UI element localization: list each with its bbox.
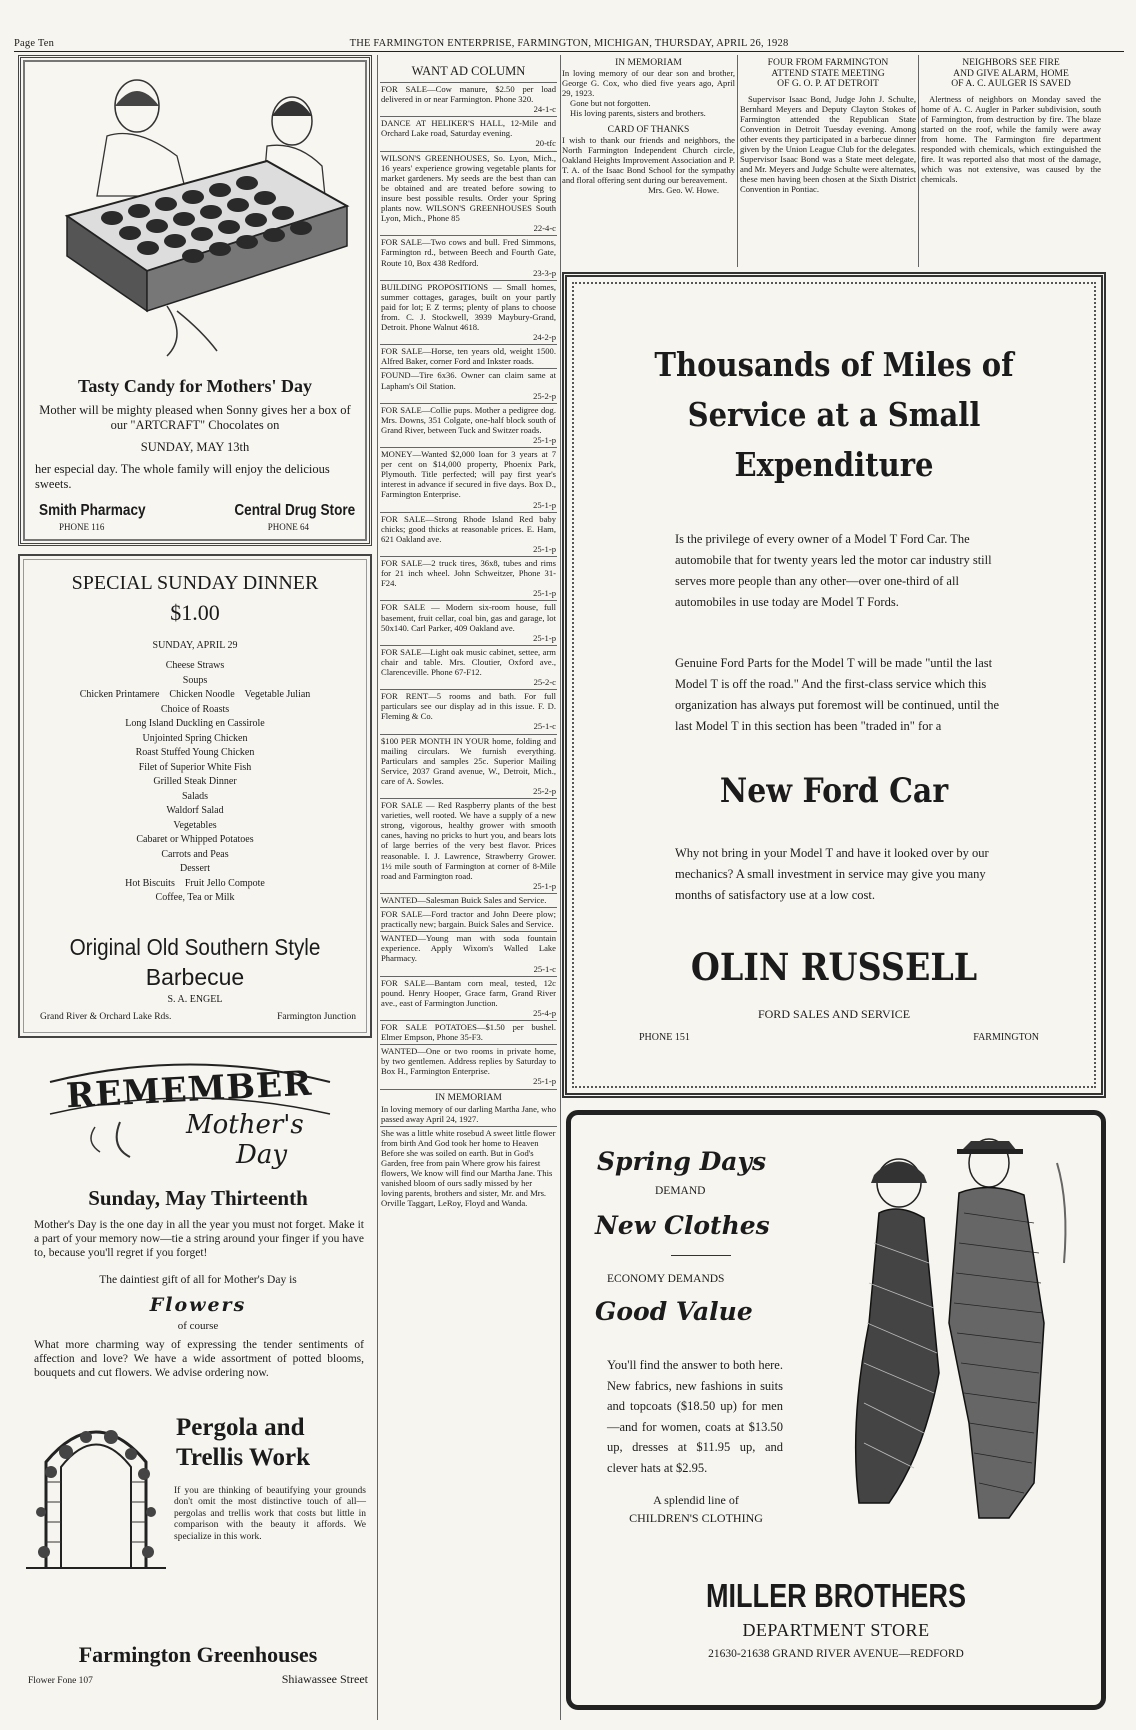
want-ad-text: FOR SALE — Red Raspberry plants of the best varieties, well rooted. We have a supply of a new strong, vigorous, healthy grower with smooth canes, having no pricks to hurt you, and bears lots of large berries of the very best flavor. Prices reasonable. I. J. Lawrence, Strawberry Grower. 1½ mile south of Farmington at corner of 8-Mile road and Farmington road. [381, 800, 556, 881]
of-course: of course [177, 1320, 219, 1332]
want-ad-item [380, 236, 557, 280]
want-ad-code: 25-1-p [533, 543, 556, 554]
miller-store-sub: DEPARTMENT STORE [742, 1620, 930, 1640]
ford-headline-2: Service at a Small [687, 395, 981, 434]
dinner-brand-2: Barbecue [145, 964, 245, 990]
clothes-divider [671, 1255, 731, 1256]
masthead-title: THE FARMINGTON ENTERPRISE, FARMINGTON, MICHIGAN, THURSDAY, APRIL 26, 1928 [349, 38, 789, 49]
column-rule-1 [377, 55, 378, 1720]
want-ad-text: $100 PER MONTH IN YOUR home, folding and mailing circulars. We furnish everything. Particulars and samples 25c. Superior Mailing Service, 2037 Grand avenue, W., Detroit, Mich., care of A. Sowles. [381, 735, 556, 786]
gop-text: Supervisor Isaac Bond, Judge John J. Schulte, Bernhard Meyers and Deputy Clayton Stokes of Farmington attended the Republican State Convention in Detroit Tuesday evening. Among other events they participated in a barbecue dinner given by the Union League Club for the delegates. Supervisor Isaac Bond was a State meet delegate, and Mr. Meyers and Judge Schulte were alternates, these men having been chosen at the Sixth District Convention in Pontiac. [740, 93, 916, 195]
thanks-title: CARD OF THANKS [607, 124, 690, 135]
clothes-body: You'll find the answer to both here. New fabrics, new fashions in suits and topcoats ($18.50 up) for men—and for women, coats at $13.50 up, dresses at $11.95 up, and clever hats at $2.95. [607, 1358, 783, 1475]
ford-paragraph-1: Is the privilege of every owner of a Model T Ford Car. The automobile that for twenty years led the motor car industry still serves more people than any other—over one-third of all automobiles in use today are Model T Fords. [675, 532, 992, 609]
candy-date: SUNDAY, MAY 13th [140, 440, 250, 454]
dinner-title: SPECIAL SUNDAY DINNER [71, 572, 319, 594]
pergola-illustration [26, 1402, 166, 1572]
ford-phone: PHONE 151 [639, 1032, 690, 1043]
want-ad-code: 25-1-p [533, 499, 556, 510]
ford-ad [562, 272, 1106, 1098]
dinner-menu-line: Unjointed Spring Chicken [142, 732, 248, 744]
candy-body-1: Mother will be mighty pleased when Sonny gives her a box of our "ARTCRAFT" Chocolates on [39, 403, 351, 432]
want-ad-item [380, 513, 557, 557]
fashion-illustration [829, 1123, 1079, 1523]
memoriam-sign: His loving parents, sisters and brothers. [570, 108, 706, 119]
dinner-menu-line: Carrots and Peas [161, 848, 229, 860]
candy-body-2: her especial day. The whole family will enjoy the delicious sweets. [35, 462, 330, 491]
candy-phone-2: PHONE 64 [267, 522, 309, 532]
dinner-menu-line: Cabaret or Whipped Potatoes [136, 834, 254, 845]
mothers-headline: Sunday, May Thirteenth [88, 1186, 308, 1210]
want-ad-code: 25-1-c [533, 721, 556, 732]
want-ad-text: WANTED—Young man with soda fountain experience. Apply Wixom's Walled Lake Pharmacy. [381, 933, 556, 964]
ford-new-car: New Ford Car [719, 771, 949, 811]
want-ad-item [380, 281, 557, 346]
want-ad-code: 23-3-p [533, 267, 556, 278]
dinner-menu-line: Waldorf Salad [166, 805, 224, 816]
want-ad-item [380, 799, 557, 894]
masthead [14, 36, 1124, 52]
pergola-headline-2: Trellis Work [176, 1444, 311, 1471]
want-ad-text: FOR SALE—Light oak music cabinet, settee, arm chair and table. Mrs. Cloutier, Oxford ave., Clarenceville. Phone 67-F12. [381, 646, 556, 677]
clothes-line-2: DEMAND [655, 1185, 706, 1197]
want-ad-text: DANCE AT HELIKER'S HALL, 12-Mile and Orchard Lake road, Saturday evening. [381, 118, 556, 139]
greenhouse-ad [26, 1046, 370, 1710]
dinner-menu-line: Filet of Superior White Fish [138, 761, 252, 773]
want-ad-code: 22-4-c [533, 223, 556, 234]
want-ad-text: WANTED—Salesman Buick Sales and Service. [381, 894, 547, 905]
memoriam-2-poem: She was a little white rosebud A sweet little flower from birth And God took her home to Heaven Before she was soiled on earth. But in God's Garden, free from pain Where grow his fairest flowers, We know will find our Martha Jane. This vanished bloom of ours sadly missed by her loving parents, brothers and sister, Mr. and Mrs. Orville Taggart, LeRoy, Floyd and Wanda. [381, 1127, 556, 1209]
want-ad-item [380, 1021, 557, 1045]
clothes-line-1: Spring Days [597, 1147, 767, 1176]
miller-store-name: MILLER BROTHERS [705, 1577, 967, 1614]
gop-headline-2: ATTEND STATE MEETING [771, 67, 885, 79]
ford-dealer-name: OLIN RUSSELL [690, 945, 978, 989]
want-ad-item [380, 117, 557, 151]
want-ad-code: 20-tfc [535, 138, 556, 149]
memoriam-text: In loving memory of our dear son and brother, George G. Cox, who died five years ago, April 29, 1923. [562, 68, 735, 99]
fire-story [921, 58, 1101, 267]
thanks-text: I wish to thank our friends and neighbors, the North Farmington Independent Church circle, Oakland Heights Improvement Association and P. T. A. of the Isaac Bond School for the sympathy and floral offering sent during our bereavement. [562, 134, 735, 186]
clothes-line-a: A splendid line of [653, 1493, 739, 1507]
want-ad-item [380, 369, 557, 403]
ford-paragraph-2: Genuine Ford Parts for the Model T will be made "until the last Model T is off the road." And the first-class service which this organization has always put foremost will be continued, until the last Model T in this section has been "traded in" for a [675, 656, 1000, 733]
want-ad-code: 24-2-p [533, 332, 556, 343]
mothers-script-2: Day [236, 1140, 288, 1170]
want-ad-column [380, 58, 557, 1720]
want-ad-item [380, 735, 557, 800]
want-ad-text: BUILDING PROPOSITIONS — Small homes, summer cottages, garages, built on your partly paid for lot; E Z terms; plenty of plans to choose from. C. J. Stockwell, 3939 Maybury-Grand, Detroit. Phone Walnut 4618. [381, 281, 556, 333]
gop-headline-3: OF G. O. P. AT DETROIT [777, 78, 879, 89]
clothes-line-b: CHILDREN'S CLOTHING [629, 1511, 763, 1525]
column-rule-4 [918, 55, 919, 267]
pergola-paragraph: If you are thinking of beautifying your grounds don't omit the most distinctive touch of all—pergolas and trellis work that costs but little in comparison with the beauty it affords. We specialize in this work. [174, 1486, 366, 1542]
dinner-menu-line: Hot Biscuits Fruit Jello Compote [125, 877, 265, 889]
want-ad-text: FOR SALE—Cow manure, $2.50 per load delivered in or near Farmington. Phone 320. [381, 84, 556, 105]
want-ad-item [380, 1045, 557, 1089]
candy-headline: Tasty Candy for Mothers' Day [77, 376, 312, 396]
greenhouse-phone: Flower Fone 107 [28, 1676, 93, 1686]
thanks-sign: Mrs. Geo. W. Howe. [648, 185, 719, 196]
ford-town: FARMINGTON [973, 1032, 1039, 1043]
candy-box-illustration [27, 66, 367, 366]
mothers-script-1: Mother's [186, 1110, 304, 1140]
column-rule-3 [737, 55, 738, 267]
dinner-menu-line: Dessert [180, 863, 210, 874]
dinner-menu-line: Roast Stuffed Young Chicken [135, 747, 255, 758]
want-ad-item [380, 557, 557, 601]
want-ad-code: 25-1-p [533, 435, 556, 445]
want-ad-item [380, 908, 557, 932]
dinner-menu-line: Salads [181, 790, 209, 802]
want-ad-code: 25-4-p [533, 1007, 556, 1018]
want-ad-text: FOR SALE POTATOES—$1.50 per bushel. Elmer Empson, Phone 35-F3. [381, 1021, 556, 1043]
want-ad-item [380, 152, 557, 237]
candy-phone-1: PHONE 116 [59, 522, 105, 532]
want-ad-item [380, 932, 557, 976]
dinner-location-right: Farmington Junction [277, 1012, 356, 1022]
want-ad-text: FOR RENT—5 rooms and bath. For full particulars see our display ad in this issue. F. D. Fleming & Co. [381, 691, 556, 722]
dinner-menu [26, 659, 364, 906]
fire-headline-1: NEIGHBORS SEE FIRE [962, 58, 1060, 68]
gop-story [740, 58, 916, 267]
ford-headline-1: Thousands of Miles of [654, 345, 1014, 384]
fire-headline-3: OF A. C. AULGER IS SAVED [951, 78, 1071, 89]
fire-headline-2: AND GIVE ALARM, HOME [953, 67, 1069, 79]
candy-ad [18, 55, 372, 546]
dinner-price: $1.00 [170, 600, 220, 625]
clothes-line-3: New Clothes [595, 1211, 770, 1240]
want-ad-title: WANT AD COLUMN [380, 58, 557, 83]
want-ad-code: 25-2-p [533, 786, 556, 796]
gop-headline-1: FOUR FROM FARMINGTON [767, 58, 889, 68]
ford-paragraph-3: Why not bring in your Model T and have it looked over by our mechanics? A small investment in service may give you many months of satisfactory use at a low cost. [675, 846, 989, 902]
want-ad-item [380, 345, 557, 369]
clothes-line-5: Good Value [595, 1297, 753, 1326]
want-ad-code: 24-1-c [533, 104, 556, 115]
dinner-menu-line: Chicken Printamere Chicken Noodle Vegetable Julian [79, 689, 311, 700]
want-ad-item [380, 977, 557, 1021]
memoriam-title: IN MEMORIAM [615, 58, 682, 68]
remember-banner-word: REMEMBER [65, 1063, 314, 1117]
dinner-date: SUNDAY, APRIL 29 [152, 640, 238, 651]
candy-store-2: Central Drug Store [234, 502, 355, 519]
dinner-menu-line: Long Island Duckling en Cassirole [125, 718, 265, 729]
want-ad-list [380, 83, 557, 1090]
want-ad-item [380, 448, 557, 513]
dinner-menu-line: Coffee, Tea or Milk [155, 892, 235, 903]
want-ad-text: FOR SALE — Modern six-room house, full basement, fruit cellar, coal bin, gas and garage, lot 50x140. Carl Parker, 409 Oakland ave. [381, 602, 556, 633]
want-ad-item [380, 646, 557, 690]
want-ad-text: WILSON'S GREENHOUSES, So. Lyon, Mich., 16 years' experience growing vegetable plants for market gardeners. My seeds are the best than can be obtained and are treated before sowing to insure best possible results. Order your Spring plants now. WILSON'S GREENHOUSES South Lyon, Mich., Phone 85 [381, 152, 556, 224]
miller-address: 21630-21638 GRAND RIVER AVENUE—REDFORD [708, 1648, 964, 1660]
candy-store-1: Smith Pharmacy [39, 502, 146, 519]
memoriam-2-title: IN MEMORIAM [435, 1092, 502, 1103]
dinner-owner: S. A. ENGEL [167, 994, 223, 1005]
ford-tagline: FORD SALES AND SERVICE [757, 1007, 911, 1021]
want-ad-item [380, 690, 557, 734]
page-number: Page Ten [14, 38, 55, 49]
mothers-paragraph-2: The daintiest gift of all for Mother's Day is [99, 1274, 297, 1286]
want-ad-code: 25-2-p [533, 390, 556, 401]
want-ad-text: FOR SALE—Two cows and bull. Fred Simmons, Farmington rd., between Beech and Fourth Gate, Route 10, Box 438 Redford. [381, 237, 556, 268]
memoriam-column [562, 58, 735, 267]
want-ad-text: FOR SALE—Bantam corn meal, tested, 12c pound. Henry Hooper, Grace farm, Grand River ave., east of Farmington Junction. [381, 977, 556, 1008]
want-ad-code: 25-2-c [533, 677, 556, 688]
dinner-menu-line: Grilled Steak Dinner [153, 776, 237, 787]
flowers-word: Flowers [149, 1294, 247, 1316]
clothes-ad [566, 1110, 1106, 1710]
memoriam-verse: Gone but not forgotten. [570, 98, 651, 109]
want-ad-code: 25-1-p [533, 880, 556, 891]
want-ad-code: 25-1-c [533, 963, 556, 974]
ford-headline-3: Expenditure [734, 445, 934, 484]
column-rule-2 [560, 55, 561, 1720]
dinner-menu-line: Choice of Roasts [160, 703, 230, 715]
want-ad-item [380, 601, 557, 645]
want-ad-item [380, 83, 557, 117]
fire-text: Alertness of neighbors on Monday saved the home of A. C. Augler in Parker subdivision, south of Farmington, from destruction by fire. The blaze started on the roof, while the family were away from home. The Farmington fire department responded with chemicals, which extinguished the fire. It was reported also that most of the damage, which was not extensive, was caused by the chemicals. [921, 93, 1101, 185]
dinner-menu-line: Soups [182, 674, 208, 686]
want-ad-text: FOUND—Tire 6x36. Owner can claim same at Lapham's Oil Station. [381, 370, 556, 391]
want-ad-text: FOR SALE—Strong Rhode Island Red baby chicks; good thicks at reasonable prices. E. Ham, 621 Oakland ave. [381, 513, 556, 544]
greenhouse-store-name: Farmington Greenhouses [78, 1642, 318, 1667]
dinner-location-left: Grand River & Orchard Lake Rds. [40, 1012, 172, 1022]
want-ad-text: WANTED—One or two rooms in private home, by two gentlemen. Address replies by Saturday to Box H., Farmington Enterprise. [381, 1046, 556, 1077]
dinner-brand-1: Original Old Southern Style [69, 934, 321, 960]
clothes-line-4: ECONOMY DEMANDS [607, 1273, 725, 1285]
memoriam-2-intro: In loving memory of our darling Martha Jane, who passed away April 24, 1927. [380, 1103, 557, 1127]
want-ad-text: FOR SALE—Collie pups. Mother a pedigree dog. Mrs. Downs, 351 Colgate, one-half block south of Grand River, between Tuck and Switzer roads. [381, 404, 556, 435]
want-ad-text: FOR SALE—2 truck tires, 36x8, tubes and rims for 21 inch wheel. John Schweitzer, Phone 31-F24. [381, 558, 556, 589]
want-ad-item [380, 404, 557, 448]
mothers-paragraph-3: What more charming way of expressing the tender sentiments of affection and love? We have a wide assortment of potted blooms, bouquets and cut flowers. We advise ordering now. [34, 1339, 364, 1379]
dinner-ad [18, 554, 372, 1038]
mothers-paragraph-1: Mother's Day is the one day in all the year you must not forget. Make it a part of your memory now—tie a string around your finger if you have to, because you'll regret if you forget! [34, 1219, 364, 1259]
want-ad-text: FOR SALE—Ford tractor and John Deere plow; practically new; bargain. Buick Sales and Service. [381, 909, 556, 930]
dinner-menu-line: Vegetables [173, 819, 217, 831]
want-ad-code: 25-1-p [533, 1076, 556, 1087]
want-ad-item [380, 894, 557, 908]
want-ad-code: 25-1-p [533, 632, 556, 643]
want-ad-text: FOR SALE—Horse, ten years old, weight 1500. Alfred Baker, corner Ford and Inkster roads. [381, 346, 556, 367]
dinner-menu-line: Cheese Straws [165, 660, 225, 671]
want-ad-text: MONEY—Wanted $2,000 loan for 3 years at 7 per cent on $14,000 property, Phoenix Park, Plymouth. Title perfected; will pay first year's interest in advance if secured in five days. Box D., Farmington Enterprise. [381, 449, 556, 500]
pergola-headline-1: Pergola and [176, 1414, 305, 1441]
greenhouse-street: Shiawassee Street [281, 1672, 368, 1686]
want-ad-code: 25-1-p [533, 588, 556, 599]
